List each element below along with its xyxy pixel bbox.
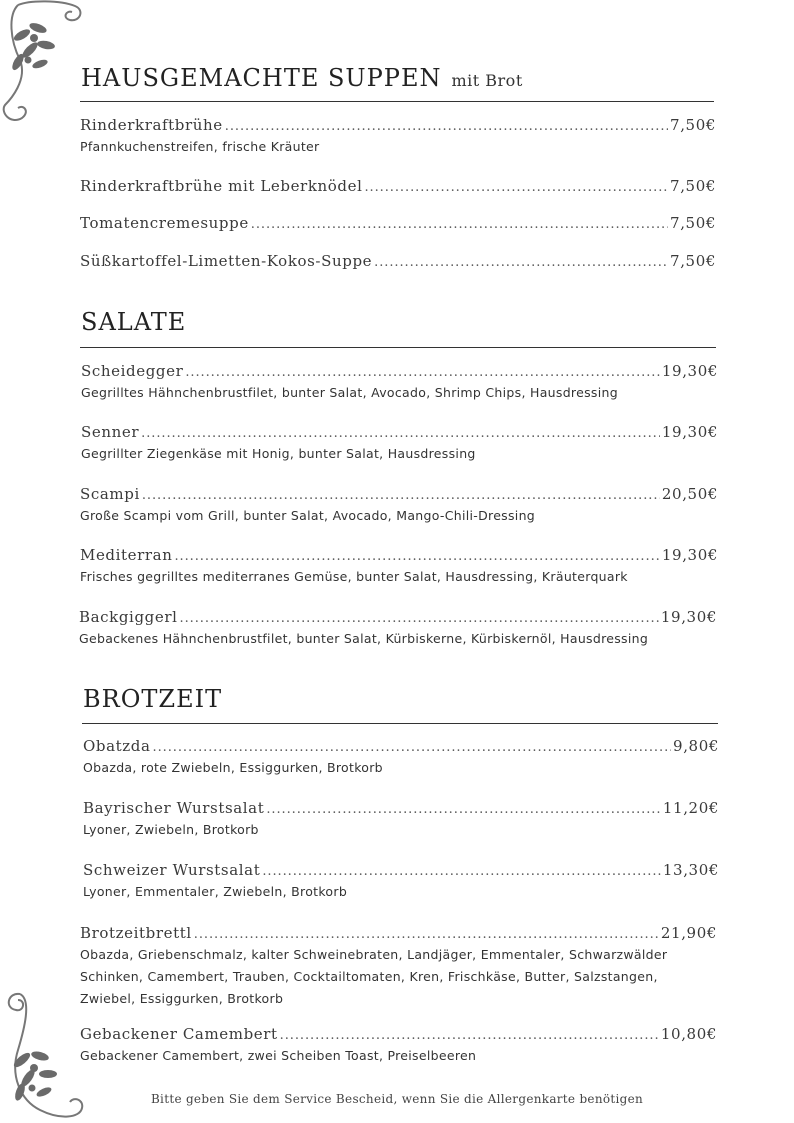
item-name: Scampi bbox=[80, 485, 140, 503]
dot-leader bbox=[374, 255, 668, 270]
dot-leader bbox=[364, 180, 668, 195]
menu-item bbox=[80, 252, 716, 270]
item-price: 19,30€ bbox=[660, 608, 717, 626]
section-divider bbox=[82, 723, 718, 724]
item-price: 19,30€ bbox=[661, 546, 718, 564]
dot-leader bbox=[185, 365, 660, 380]
menu-item bbox=[81, 362, 718, 404]
item-name: Rinderkraftbrühe mit Leberknödel bbox=[80, 177, 363, 195]
item-description: Lyoner, Emmentaler, Zwiebeln, Brotkorb bbox=[83, 884, 348, 899]
item-name: Scheidegger bbox=[81, 362, 184, 380]
item-name: Bayrischer Wurstsalat bbox=[83, 799, 265, 817]
dot-leader bbox=[251, 217, 668, 232]
item-price: 19,30€ bbox=[661, 362, 718, 380]
menu-item bbox=[83, 737, 719, 779]
dot-leader bbox=[180, 611, 659, 626]
item-price: 11,20€ bbox=[662, 799, 719, 817]
item-name: Rinderkraftbrühe bbox=[80, 116, 223, 134]
item-price: 19,30€ bbox=[661, 423, 718, 441]
section-title-salate bbox=[81, 308, 186, 336]
olive-branch-icon bbox=[0, 0, 90, 130]
dot-leader bbox=[280, 1028, 659, 1043]
section-title-brotzeit bbox=[83, 685, 222, 713]
dot-leader bbox=[141, 426, 660, 441]
item-name: Tomatencremesuppe bbox=[80, 214, 249, 232]
menu-item bbox=[80, 116, 716, 158]
section-heading: BROTZEIT bbox=[83, 685, 223, 713]
menu-item bbox=[83, 861, 719, 903]
item-name: Senner bbox=[81, 423, 140, 441]
item-name: Gebackener Camembert bbox=[80, 1025, 278, 1043]
item-name: Backgiggerl bbox=[79, 608, 178, 626]
item-price: 21,90€ bbox=[660, 924, 717, 942]
item-description: Obazda, Griebenschmalz, kalter Schweinebraten, Landjäger, Emmentaler, Schwarzwälder Schinken, Camembert, Trauben, Cocktailtomaten, Kren, Frischkäse, Butter, Salzstangen, Zwiebel, Essiggurken, Brotkorb bbox=[80, 947, 668, 1006]
item-price: 13,30€ bbox=[662, 861, 719, 879]
menu-item bbox=[80, 485, 718, 527]
section-title-suppen bbox=[81, 64, 523, 92]
item-description: Obazda, rote Zwiebeln, Essiggurken, Brotkorb bbox=[83, 760, 383, 775]
dot-leader bbox=[266, 802, 661, 817]
menu-item bbox=[80, 546, 718, 588]
section-heading: SALATE bbox=[81, 308, 187, 336]
item-name: Süßkartoffel-Limetten-Kokos-Suppe bbox=[80, 252, 373, 270]
item-description: Pfannkuchenstreifen, frische Kräuter bbox=[80, 139, 320, 154]
item-name: Obatzda bbox=[83, 737, 151, 755]
item-price: 20,50€ bbox=[661, 485, 718, 503]
item-price: 9,80€ bbox=[673, 737, 719, 755]
item-price: 7,50€ bbox=[670, 252, 716, 270]
menu-item bbox=[80, 214, 716, 232]
section-divider bbox=[80, 347, 716, 348]
item-description: Gebackener Camembert, zwei Scheiben Toast, Preiselbeeren bbox=[80, 1048, 477, 1063]
item-name: Schweizer Wurstsalat bbox=[83, 861, 261, 879]
dot-leader bbox=[225, 119, 668, 134]
dot-leader bbox=[153, 740, 672, 755]
item-price: 7,50€ bbox=[670, 214, 716, 232]
item-description: Große Scampi vom Grill, bunter Salat, Avocado, Mango-Chili-Dressing bbox=[80, 508, 536, 523]
item-price: 10,80€ bbox=[660, 1025, 717, 1043]
dot-leader bbox=[194, 927, 659, 942]
menu-item bbox=[83, 799, 719, 841]
item-description: Frisches gegrilltes mediterranes Gemüse, bunter Salat, Hausdressing, Kräuterquark bbox=[80, 569, 628, 584]
dot-leader bbox=[262, 864, 661, 879]
item-price: 7,50€ bbox=[670, 116, 716, 134]
menu-item bbox=[81, 423, 718, 465]
item-name: Brotzeitbrettl bbox=[80, 924, 192, 942]
dot-leader bbox=[142, 488, 660, 503]
item-description: Gegrillter Ziegenkäse mit Honig, bunter Salat, Hausdressing bbox=[81, 446, 476, 461]
item-description: Lyoner, Zwiebeln, Brotkorb bbox=[83, 822, 259, 837]
menu-item bbox=[80, 1025, 717, 1067]
item-price: 7,50€ bbox=[670, 177, 716, 195]
dot-leader bbox=[174, 549, 659, 564]
menu-item bbox=[80, 924, 717, 1010]
item-description: Gegrilltes Hähnchenbrustfilet, bunter Salat, Avocado, Shrimp Chips, Hausdressing bbox=[81, 385, 618, 400]
menu-item bbox=[80, 177, 716, 195]
item-description: Gebackenes Hähnchenbrustfilet, bunter Salat, Kürbiskerne, Kürbiskernöl, Hausdressing bbox=[79, 631, 649, 646]
item-name: Mediterran bbox=[80, 546, 173, 564]
section-divider bbox=[80, 101, 714, 102]
allergen-note: Bitte geben Sie dem Service Bescheid, wenn Sie die Allergenkarte benötigen bbox=[150, 1092, 644, 1106]
section-subtitle: mit Brot bbox=[451, 71, 523, 90]
section-heading: HAUSGEMACHTE SUPPEN bbox=[81, 64, 442, 92]
menu-item bbox=[79, 608, 717, 650]
